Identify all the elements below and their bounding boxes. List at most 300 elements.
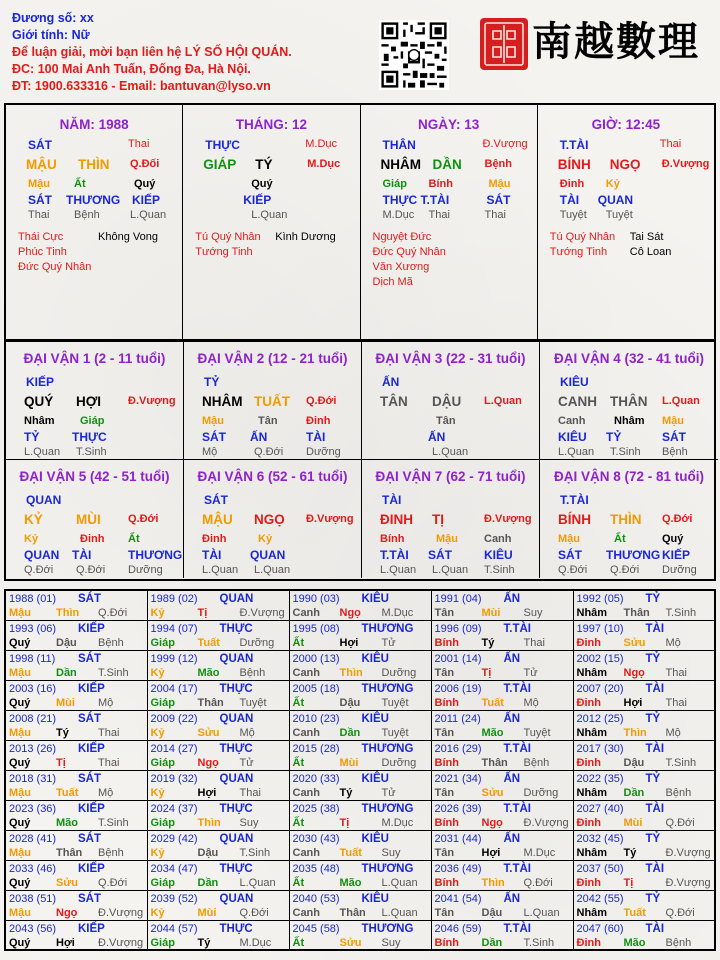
- dai-van-title: ĐẠI VẬN 6 (52 - 61 tuổi): [197, 469, 348, 484]
- year-stage: T.Sinh: [239, 846, 271, 859]
- year-branch: Dậu: [623, 756, 645, 769]
- year-stage: T.Sinh: [98, 666, 129, 679]
- hidden-stage: Thai: [428, 209, 450, 221]
- year-stage: Dưỡng: [381, 756, 417, 769]
- year-god: KIÊU: [361, 712, 389, 725]
- year-stem: Mậu: [9, 726, 31, 739]
- dai-van-hidden-stem: Tân: [258, 415, 278, 427]
- year-cell: [431, 710, 573, 740]
- dai-van-hidden-god: TÀI: [202, 548, 222, 562]
- year-stem: Canh: [292, 786, 320, 799]
- shen-sha-note: Cô Loan: [629, 246, 672, 258]
- year-branch: Tý: [56, 726, 69, 739]
- dai-van-hidden-stem: Kỷ: [24, 533, 39, 545]
- year-god: T.TÀI: [503, 682, 531, 695]
- year-cell: [5, 920, 147, 950]
- dai-van-god: ẤN: [382, 375, 400, 389]
- shen-sha-note: Nguyệt Đức: [372, 231, 432, 243]
- year-branch: Ngọ: [481, 816, 503, 829]
- year-branch: Mão: [481, 726, 504, 739]
- year-branch: Thân: [481, 756, 508, 769]
- year-label: 2034 (47): [150, 862, 198, 875]
- year-cell: [573, 830, 715, 860]
- year-stage: M.Dục: [381, 816, 414, 829]
- pillar-main-god: THÂN: [382, 138, 416, 152]
- dai-van-stem: QUÝ: [24, 394, 54, 409]
- dai-van-cell: [362, 460, 540, 578]
- dai-van-hidden-stage: T.Sinh: [484, 564, 515, 576]
- year-stage: M.Dục: [523, 846, 556, 859]
- shen-sha-note: Đức Quý Nhân: [372, 246, 446, 258]
- year-stem: Ất: [292, 636, 305, 649]
- dai-van-hidden-stage: Q.Đới: [558, 564, 588, 576]
- dai-van-hidden-stem: Ất: [614, 533, 626, 545]
- dai-van-stem: NHÂM: [202, 394, 243, 409]
- year-label: 2014 (27): [150, 742, 198, 755]
- year-god: THƯƠNG: [361, 862, 414, 875]
- year-stage: L.Quan: [523, 906, 560, 919]
- year-god: TỶ: [645, 892, 661, 905]
- pillar-branch: DẦN: [432, 157, 462, 172]
- year-cell: [573, 680, 715, 710]
- year-god: TỶ: [645, 832, 661, 845]
- year-cell: [289, 710, 431, 740]
- year-stem: Đinh: [576, 816, 601, 829]
- year-label: 1988 (01): [9, 593, 57, 605]
- year-god: TÀI: [645, 862, 665, 875]
- pillar-stem: NHÂM: [380, 157, 421, 172]
- year-label: 2046 (59): [434, 922, 482, 935]
- year-stem: Mậu: [9, 666, 31, 679]
- dai-van-hidden-stem: Mậu: [436, 533, 458, 545]
- year-stage: L.Quan: [239, 876, 276, 889]
- year-god: THỰC: [219, 922, 253, 935]
- hidden-stem: Đinh: [559, 178, 585, 190]
- year-stem: Mậu: [9, 786, 31, 799]
- year-row: [5, 860, 715, 890]
- dai-van-hidden-stem: Bính: [380, 533, 405, 545]
- hidden-god: THƯƠNG: [66, 193, 121, 207]
- year-branch: Hợi: [56, 936, 75, 949]
- dai-van-hidden-god: ẤN: [428, 430, 446, 444]
- year-label: 2032 (45): [576, 832, 624, 845]
- year-stem: Đinh: [576, 696, 601, 709]
- shen-sha-note: Tú Quý Nhân: [549, 231, 616, 243]
- year-god: THƯƠNG: [361, 742, 414, 755]
- shen-sha-note: Dịch Mã: [372, 276, 413, 288]
- pillar-main-god: SÁT: [28, 138, 52, 152]
- year-stage: Tử: [381, 786, 396, 799]
- year-row: [5, 800, 715, 830]
- year-branch: Mùi: [623, 816, 643, 829]
- year-god: QUAN: [219, 593, 254, 605]
- year-branch: Mão: [339, 876, 362, 889]
- year-cell: [431, 590, 573, 620]
- year-stage: Q.Đới: [239, 906, 269, 919]
- dai-van-hidden-stage: Mộ: [202, 446, 218, 458]
- year-branch: Tý: [197, 936, 211, 949]
- year-branch: Tị: [623, 876, 634, 889]
- year-branch: Tị: [56, 756, 66, 769]
- year-cell: [289, 770, 431, 800]
- year-row: [5, 770, 715, 800]
- year-branch: Sửu: [339, 936, 362, 949]
- year-label: 2020 (33): [292, 772, 340, 785]
- year-stage: Thai: [523, 636, 545, 649]
- year-branch: Sửu: [481, 786, 504, 799]
- dai-van-stage: L.Quan: [484, 395, 522, 407]
- year-cell: [147, 890, 289, 920]
- year-stem: Nhâm: [576, 906, 608, 919]
- year-stage: Đ.Vượng: [665, 846, 711, 859]
- year-stage: Q.Đới: [523, 876, 553, 889]
- year-stage: Suy: [381, 936, 401, 949]
- dai-van-hidden-god: SÁT: [558, 548, 582, 562]
- year-cell: [147, 710, 289, 740]
- year-branch: Dần: [481, 936, 503, 949]
- year-stage: Suy: [523, 607, 543, 619]
- year-branch: Tuất: [339, 846, 362, 859]
- year-stem: Quý: [9, 816, 31, 829]
- dai-van-stem: CANH: [558, 394, 597, 409]
- year-cell: [573, 590, 715, 620]
- year-stem: Quý: [9, 936, 31, 949]
- year-label: 2001 (14): [434, 652, 482, 665]
- dai-van-title: ĐẠI VẬN 7 (62 - 71 tuổi): [375, 469, 526, 484]
- dai-van-hidden-stem: Kỷ: [258, 533, 273, 545]
- dai-van-cell: [6, 342, 184, 460]
- dai-van-hidden-stage: T.Sinh: [76, 446, 107, 458]
- year-god: SÁT: [78, 652, 101, 665]
- year-row: [5, 890, 715, 920]
- year-cell: [5, 830, 147, 860]
- pillar-main-god: T.TÀI: [559, 138, 589, 152]
- shen-sha-note: Tú Quý Nhân: [195, 231, 261, 243]
- dai-van-hidden-stage: L.Quan: [558, 446, 595, 458]
- year-cell: [147, 740, 289, 770]
- year-cell: [431, 740, 573, 770]
- dai-van-hidden-stem: Mậu: [662, 415, 684, 427]
- year-god: KIẾP: [78, 742, 105, 755]
- year-branch: Thân: [197, 696, 224, 709]
- header-info: [12, 10, 292, 95]
- year-cell: [573, 740, 715, 770]
- year-branch: Dậu: [197, 846, 219, 859]
- year-label: 2045 (58): [292, 922, 340, 935]
- year-stem: Giáp: [150, 636, 175, 649]
- year-stage: Đ.Vượng: [239, 607, 285, 619]
- pillar-stem: BÍNH: [557, 157, 591, 172]
- dai-van-cell: [184, 342, 362, 460]
- hidden-stage: Thai: [484, 209, 506, 221]
- year-cell: [289, 590, 431, 620]
- year-cell: [431, 620, 573, 650]
- dai-van-hidden-god: SÁT: [202, 430, 226, 444]
- year-branch: Thìn: [56, 607, 80, 619]
- year-stem: Tân: [434, 906, 455, 919]
- dai-van-branch: THÌN: [610, 512, 642, 527]
- year-cell: [147, 860, 289, 890]
- year-stem: Bính: [434, 876, 459, 889]
- dai-van-title: ĐẠI VẬN 3 (22 - 31 tuổi): [375, 351, 526, 366]
- year-label: 1997 (10): [576, 622, 624, 635]
- year-cell: [5, 770, 147, 800]
- pillar-column: [361, 105, 538, 339]
- dai-van-hidden-god: TÀI: [306, 430, 326, 444]
- year-stem: Nhâm: [576, 846, 608, 859]
- year-label: 2019 (32): [150, 772, 198, 785]
- year-label: 2037 (50): [576, 862, 624, 875]
- pillar-title: GIỜ: 12:45: [591, 117, 661, 132]
- dai-van-hidden-stage: Bệnh: [662, 446, 688, 458]
- year-god: TỶ: [645, 712, 661, 725]
- year-branch: Thân: [339, 906, 366, 919]
- year-stage: Mộ: [239, 726, 255, 739]
- year-stem: Mậu: [9, 846, 31, 859]
- hidden-god: TÀI: [559, 193, 580, 207]
- year-stage: Đ.Vượng: [98, 906, 144, 919]
- year-branch: Mùi: [481, 607, 501, 619]
- dai-van-title: ĐẠI VẬN 1 (2 - 11 tuổi): [23, 351, 166, 366]
- hidden-stem: Mậu: [488, 178, 511, 190]
- year-stem: Canh: [292, 607, 320, 619]
- year-stage: Dưỡng: [381, 666, 417, 679]
- year-branch: Ngọ: [197, 756, 219, 769]
- year-cell: [289, 800, 431, 830]
- year-cell: [573, 920, 715, 950]
- year-label: 2003 (16): [9, 682, 57, 695]
- year-branch: Mùi: [197, 906, 217, 919]
- pillar-main-god: THỰC: [205, 138, 240, 152]
- pillar-branch-stage: M.Dục: [307, 158, 341, 170]
- year-label: 2009 (22): [150, 712, 198, 725]
- year-stage: Đ.Vượng: [98, 936, 144, 949]
- year-branch: Tý: [481, 636, 495, 649]
- year-branch: Tuất: [481, 696, 504, 709]
- contact-phone-email[interactable]: [12, 78, 292, 95]
- year-label: 1998 (11): [9, 652, 56, 665]
- dai-van-branch: TUẤT: [254, 394, 290, 409]
- year-stem: Đinh: [576, 876, 601, 889]
- pillar-branch: THÌN: [78, 157, 110, 172]
- pillar-stem-stage: Thai: [659, 138, 682, 150]
- year-stage: Thai: [665, 696, 687, 709]
- year-label: 2040 (53): [292, 892, 340, 905]
- dai-van-hidden-god: QUAN: [24, 548, 60, 562]
- dai-van-hidden-stem: Canh: [484, 533, 512, 545]
- year-stage: Q.Đới: [665, 816, 695, 829]
- year-label: 1999 (12): [150, 652, 198, 665]
- hidden-stage: Tuyệt: [605, 209, 633, 221]
- year-branch: Thìn: [481, 876, 505, 889]
- year-label: 1993 (06): [9, 622, 57, 635]
- hidden-stem: Quý: [134, 178, 156, 190]
- year-label: 2025 (38): [292, 802, 340, 815]
- year-god: TỶ: [645, 593, 661, 605]
- dai-van-stem: MẬU: [202, 512, 233, 527]
- dai-van-hidden-stage: L.Quan: [380, 564, 417, 576]
- year-stage: Tuyệt: [523, 726, 551, 739]
- year-god: ẤN: [503, 892, 521, 905]
- year-stem: Canh: [292, 726, 320, 739]
- year-stem: Tân: [434, 786, 455, 799]
- dai-van-stem: KỶ: [24, 512, 43, 527]
- year-god: T.TÀI: [503, 622, 531, 635]
- year-stem: Nhâm: [576, 726, 608, 739]
- year-label: 2028 (41): [9, 832, 57, 845]
- year-cell: [431, 860, 573, 890]
- year-cell: [147, 920, 289, 950]
- year-branch: Mão: [197, 666, 220, 679]
- dai-van-cell: [6, 460, 184, 578]
- year-cell: [431, 800, 573, 830]
- year-branch: Tý: [339, 786, 353, 799]
- hidden-god: KIẾP: [243, 193, 272, 207]
- shen-sha-note: Tướng Tinh: [195, 246, 253, 258]
- year-stem: Ất: [292, 936, 305, 949]
- dai-van-stage: Q.Đới: [128, 513, 159, 525]
- year-stage: Tử: [381, 636, 396, 649]
- year-stem: Kỷ: [150, 607, 165, 619]
- year-branch: Ngọ: [339, 607, 361, 619]
- year-branch: Sửu: [197, 726, 220, 739]
- shen-sha-note: Tướng Tinh: [549, 246, 608, 258]
- year-label: 2004 (17): [150, 682, 198, 695]
- year-stage: T.Sinh: [523, 936, 555, 949]
- year-stem: Canh: [292, 666, 320, 679]
- year-row: [5, 680, 715, 710]
- dai-van-hidden-stage: Q.Đới: [610, 564, 640, 576]
- year-branch: Thân: [56, 846, 83, 859]
- dai-van-title: ĐẠI VẬN 8 (72 - 81 tuổi): [553, 469, 705, 484]
- dai-van-hidden-stem: Đinh: [80, 533, 105, 545]
- year-branch: Hợi: [481, 846, 501, 859]
- year-stage: Tuyệt: [381, 696, 409, 709]
- pillar-branch-stage: Q.Đối: [130, 158, 160, 170]
- year-label: 1996 (09): [434, 622, 482, 635]
- year-cell: [147, 620, 289, 650]
- year-row: [5, 710, 715, 740]
- year-god: THƯƠNG: [361, 802, 414, 815]
- hidden-stem: Giáp: [382, 178, 407, 190]
- year-cell: [147, 800, 289, 830]
- year-cell: [5, 590, 147, 620]
- dai-van-hidden-god: SÁT: [662, 430, 686, 444]
- year-branch: Dậu: [339, 696, 361, 709]
- dai-van-hidden-god: SÁT: [428, 548, 452, 562]
- red-seal-stamp: [479, 17, 529, 71]
- year-god: THƯƠNG: [361, 622, 414, 635]
- year-god: TÀI: [645, 682, 665, 695]
- dai-van-hidden-stage: L.Quan: [432, 446, 469, 458]
- year-god: KIẾP: [78, 922, 105, 935]
- year-cell: [573, 710, 715, 740]
- year-stem: Tân: [434, 726, 455, 739]
- year-stage: Thai: [239, 786, 261, 799]
- dai-van-hidden-stage: L.Quan: [432, 564, 469, 576]
- year-branch: Tý: [623, 846, 637, 859]
- dai-van-hidden-stem: Nhâm: [24, 415, 55, 427]
- year-stage: Dưỡng: [239, 636, 275, 649]
- pillar-title: NĂM: 1988: [59, 117, 129, 132]
- dai-van-branch: MÙI: [76, 512, 101, 527]
- pillar-stem-stage: Đ.Vượng: [482, 138, 528, 150]
- dai-van-god: KIẾP: [26, 375, 55, 389]
- year-stem: Ất: [292, 756, 305, 769]
- year-branch: Hợi: [339, 636, 359, 649]
- pillar-column: [6, 105, 183, 339]
- year-stage: Bệnh: [523, 756, 550, 769]
- year-cell: [431, 770, 573, 800]
- year-stem: Đinh: [576, 936, 601, 949]
- hidden-god: SÁT: [486, 193, 511, 207]
- year-label: 2005 (18): [292, 682, 340, 695]
- pillar-stem: MẬU: [26, 157, 57, 172]
- year-branch: Ngọ: [56, 906, 78, 919]
- year-label: 2023 (36): [9, 802, 57, 815]
- year-cell: [5, 650, 147, 680]
- year-stem: Kỷ: [150, 906, 165, 919]
- year-stage: Tử: [523, 666, 538, 679]
- shen-sha-note: Kình Dương: [275, 231, 336, 243]
- pillar-branch-stage: Đ.Vượng: [661, 158, 710, 170]
- year-stem: Tân: [434, 607, 455, 619]
- year-god: ẤN: [503, 772, 521, 785]
- year-stem: Quý: [9, 876, 31, 889]
- shen-sha-note: Không Vong: [98, 231, 158, 243]
- year-stage: Bệnh: [239, 666, 266, 679]
- year-god: SÁT: [78, 772, 101, 785]
- year-branch: Hợi: [197, 786, 217, 799]
- dai-van-hidden-stem: Ất: [128, 533, 140, 545]
- dai-van-hidden-god: KIẾP: [662, 548, 691, 562]
- dai-van-hidden-stage: Dưỡng: [662, 564, 697, 576]
- year-label: 2047 (60): [576, 922, 624, 935]
- pillar-title: THÁNG: 12: [235, 117, 307, 132]
- year-god: KIÊU: [361, 593, 389, 605]
- year-label: 1992 (05): [576, 593, 624, 605]
- year-stem: Ất: [292, 816, 305, 829]
- year-label: 2008 (21): [9, 712, 57, 725]
- year-stem: Giáp: [150, 876, 175, 889]
- hidden-god: T.TÀI: [420, 193, 450, 207]
- year-row: [5, 590, 715, 620]
- year-stage: Q.Đới: [98, 607, 128, 619]
- year-row: [5, 920, 715, 950]
- year-god: T.TÀI: [503, 802, 531, 815]
- year-stage: T.Sinh: [98, 816, 129, 829]
- year-stem: Tân: [434, 846, 455, 859]
- year-stem: Giáp: [150, 816, 175, 829]
- dai-van-hidden-stem: Giáp: [80, 415, 105, 427]
- year-stem: Quý: [9, 636, 31, 649]
- dai-van-branch: HỢI: [76, 394, 102, 409]
- year-label: 2038 (51): [9, 892, 57, 905]
- year-stage: Bệnh: [98, 846, 124, 859]
- year-stage: Suy: [239, 816, 259, 829]
- dai-van-title: ĐẠI VẬN 5 (42 - 51 tuổi): [19, 469, 170, 484]
- year-god: THƯƠNG: [361, 682, 414, 695]
- year-stage: T.Sinh: [665, 607, 697, 619]
- year-cell: [573, 800, 715, 830]
- dai-van-hidden-stem: Canh: [558, 415, 586, 427]
- year-stem: Giáp: [150, 936, 175, 949]
- year-label: 2030 (43): [292, 832, 340, 845]
- qr-code-icon[interactable]: [379, 20, 449, 90]
- year-stage: Đ.Vượng: [665, 876, 711, 889]
- year-stem: Bính: [434, 756, 459, 769]
- contact-phone-email-text: ĐT: 1900.633316 - Email: bantuvan@lyso.vn: [12, 79, 271, 93]
